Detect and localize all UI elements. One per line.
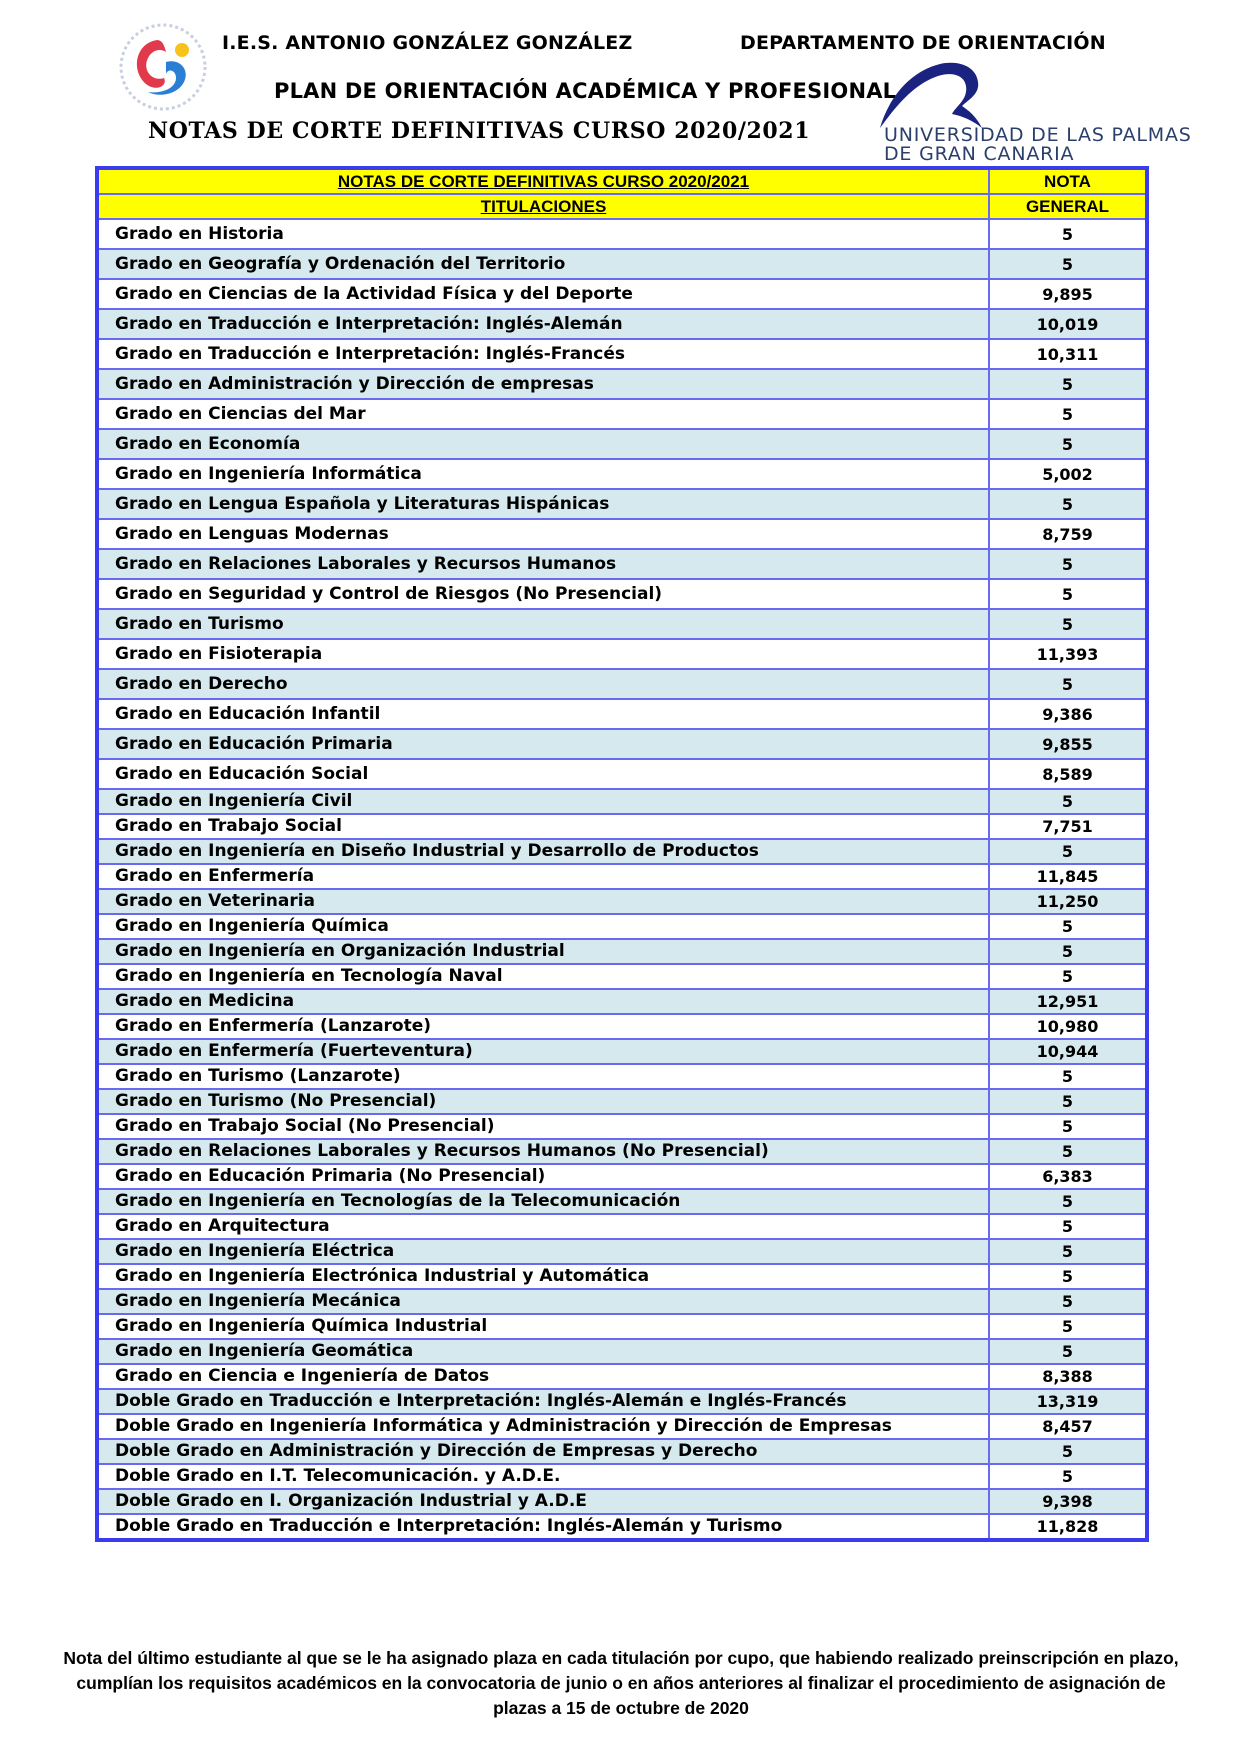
cutoff-grade-cell: 5 — [989, 249, 1147, 279]
cutoff-grade-cell: 5 — [989, 669, 1147, 699]
table-row — [97, 579, 1147, 609]
table-row — [97, 1164, 1147, 1189]
table-row — [97, 759, 1147, 789]
table-row — [97, 1089, 1147, 1114]
cutoff-grade-cell: 10,944 — [989, 1039, 1147, 1064]
cutoff-grade-cell: 5 — [989, 399, 1147, 429]
table-row — [97, 459, 1147, 489]
university-emblem-icon — [878, 60, 998, 130]
degree-name-cell: Grado en Ingeniería en Diseño Industrial y Desarrollo de Productos — [97, 839, 989, 864]
degree-name-cell: Grado en Enfermería (Lanzarote) — [97, 1014, 989, 1039]
cutoff-grade-cell: 11,828 — [989, 1514, 1147, 1540]
cutoff-grade-cell: 6,383 — [989, 1164, 1147, 1189]
table-title-cell: NOTAS DE CORTE DEFINITIVAS CURSO 2020/2021 — [97, 168, 989, 194]
table-row — [97, 1514, 1147, 1540]
degree-name-cell: Grado en Ingeniería en Tecnologías de la Telecomunicación — [97, 1189, 989, 1214]
degree-name-cell: Grado en Relaciones Laborales y Recursos Humanos — [97, 549, 989, 579]
table-row — [97, 429, 1147, 459]
cutoff-grade-cell: 5 — [989, 1189, 1147, 1214]
table-row — [97, 1489, 1147, 1514]
degree-name-cell: Grado en Turismo (Lanzarote) — [97, 1064, 989, 1089]
table-row — [97, 1264, 1147, 1289]
degree-name-cell: Doble Grado en Traducción e Interpretación: Inglés-Alemán y Turismo — [97, 1514, 989, 1540]
degree-name-cell: Grado en Trabajo Social (No Presencial) — [97, 1114, 989, 1139]
cutoff-grade-cell: 11,845 — [989, 864, 1147, 889]
table-row — [97, 399, 1147, 429]
table-row — [97, 1314, 1147, 1339]
degree-name-cell: Grado en Traducción e Interpretación: Inglés-Alemán — [97, 309, 989, 339]
cutoff-grade-cell: 5 — [989, 789, 1147, 814]
plan-title: PLAN DE ORIENTACIÓN ACADÉMICA Y PROFESIONAL — [274, 79, 897, 103]
degree-name-cell: Grado en Administración y Dirección de empresas — [97, 369, 989, 399]
degree-name-cell: Grado en Ingeniería en Organización Industrial — [97, 939, 989, 964]
cutoff-grade-cell: 5 — [989, 1089, 1147, 1114]
table-row — [97, 609, 1147, 639]
degree-name-cell: Grado en Ingeniería Electrónica Industrial y Automática — [97, 1264, 989, 1289]
cutoff-grade-cell: 5 — [989, 964, 1147, 989]
school-name: I.E.S. ANTONIO GONZÁLEZ GONZÁLEZ — [222, 32, 633, 54]
table-row — [97, 1464, 1147, 1489]
degree-name-cell: Grado en Historia — [97, 219, 989, 249]
degree-name-cell: Grado en Ingeniería Mecánica — [97, 1289, 989, 1314]
table-row — [97, 549, 1147, 579]
page-title: NOTAS DE CORTE DEFINITIVAS CURSO 2020/2021 — [148, 118, 811, 144]
cutoff-grade-cell: 11,250 — [989, 889, 1147, 914]
degree-name-cell: Grado en Geografía y Ordenación del Territorio — [97, 249, 989, 279]
cutoff-grade-cell: 12,951 — [989, 989, 1147, 1014]
degree-name-cell: Grado en Trabajo Social — [97, 814, 989, 839]
cutoff-grade-cell: 5 — [989, 1464, 1147, 1489]
cutoff-grade-cell: 8,388 — [989, 1364, 1147, 1389]
table-row — [97, 369, 1147, 399]
degree-name-cell: Grado en Ingeniería Geomática — [97, 1339, 989, 1364]
table-row — [97, 489, 1147, 519]
table-row — [97, 1139, 1147, 1164]
table-row — [97, 249, 1147, 279]
degree-name-cell: Grado en Relaciones Laborales y Recursos Humanos (No Presencial) — [97, 1139, 989, 1164]
degree-name-cell: Grado en Turismo (No Presencial) — [97, 1089, 989, 1114]
cutoff-grade-cell: 5 — [989, 939, 1147, 964]
degree-name-cell: Doble Grado en I.T. Telecomunicación. y A.D.E. — [97, 1464, 989, 1489]
degree-name-cell: Grado en Lenguas Modernas — [97, 519, 989, 549]
cutoff-grade-cell: 5 — [989, 549, 1147, 579]
table-row — [97, 1014, 1147, 1039]
cutoff-grade-cell: 5 — [989, 1264, 1147, 1289]
cutoff-grade-cell: 5 — [989, 579, 1147, 609]
general-header-cell: GENERAL — [989, 194, 1147, 219]
table-row — [97, 914, 1147, 939]
nota-header-cell: NOTA — [989, 168, 1147, 194]
table-row — [97, 889, 1147, 914]
cutoff-grade-cell: 5 — [989, 1239, 1147, 1264]
table-row — [97, 1364, 1147, 1389]
degree-name-cell: Grado en Traducción e Interpretación: Inglés-Francés — [97, 339, 989, 369]
department-name: DEPARTAMENTO DE ORIENTACIÓN — [740, 32, 1106, 54]
table-row — [97, 339, 1147, 369]
table-row — [97, 1289, 1147, 1314]
cutoff-grade-cell: 5 — [989, 914, 1147, 939]
cutoff-grades-table — [95, 166, 1149, 1542]
cutoff-grade-cell: 5 — [989, 1439, 1147, 1464]
cutoff-grade-cell: 10,019 — [989, 309, 1147, 339]
cutoff-grade-cell: 9,895 — [989, 279, 1147, 309]
degree-name-cell: Grado en Economía — [97, 429, 989, 459]
cutoff-grade-cell: 5 — [989, 839, 1147, 864]
cutoff-grade-cell: 9,855 — [989, 729, 1147, 759]
degree-name-cell: Doble Grado en Ingeniería Informática y Administración y Dirección de Empresas — [97, 1414, 989, 1439]
cutoff-grade-cell: 5 — [989, 1289, 1147, 1314]
table-row — [97, 1039, 1147, 1064]
degree-name-cell: Grado en Ingeniería en Tecnología Naval — [97, 964, 989, 989]
degree-name-cell: Grado en Educación Social — [97, 759, 989, 789]
document-header — [0, 0, 1242, 165]
degree-name-cell: Doble Grado en Traducción e Interpretación: Inglés-Alemán e Inglés-Francés — [97, 1389, 989, 1414]
table-row — [97, 309, 1147, 339]
cutoff-grade-cell: 10,311 — [989, 339, 1147, 369]
degree-name-cell: Grado en Enfermería — [97, 864, 989, 889]
degree-name-cell: Grado en Veterinaria — [97, 889, 989, 914]
cutoff-grade-cell: 5 — [989, 429, 1147, 459]
degree-name-cell: Grado en Educación Primaria — [97, 729, 989, 759]
degree-name-cell: Grado en Derecho — [97, 669, 989, 699]
table-row — [97, 279, 1147, 309]
table-row — [97, 864, 1147, 889]
degree-name-cell: Grado en Fisioterapia — [97, 639, 989, 669]
degree-name-cell: Grado en Seguridad y Control de Riesgos (No Presencial) — [97, 579, 989, 609]
cutoff-grade-cell: 5,002 — [989, 459, 1147, 489]
table-row — [97, 964, 1147, 989]
degree-name-cell: Doble Grado en I. Organización Industrial y A.D.E — [97, 1489, 989, 1514]
cutoff-grades-table-container — [95, 166, 1145, 1542]
degree-name-cell: Grado en Educación Primaria (No Presencial) — [97, 1164, 989, 1189]
degree-name-cell: Grado en Educación Infantil — [97, 699, 989, 729]
table-row — [97, 1214, 1147, 1239]
table-row — [97, 519, 1147, 549]
cutoff-grade-cell: 8,759 — [989, 519, 1147, 549]
table-row — [97, 839, 1147, 864]
table-row — [97, 1389, 1147, 1414]
cutoff-grade-cell: 5 — [989, 369, 1147, 399]
degree-name-cell: Grado en Ciencias de la Actividad Física y del Deporte — [97, 279, 989, 309]
cutoff-grade-cell: 5 — [989, 219, 1147, 249]
cutoff-grade-cell: 11,393 — [989, 639, 1147, 669]
degree-name-cell: Grado en Lengua Española y Literaturas Hispánicas — [97, 489, 989, 519]
cutoff-grade-cell: 7,751 — [989, 814, 1147, 839]
table-row — [97, 1439, 1147, 1464]
table-row — [97, 939, 1147, 964]
school-logo-icon — [118, 22, 208, 112]
table-row — [97, 639, 1147, 669]
table-row — [97, 989, 1147, 1014]
footer-note: Nota del último estudiante al que se le ha asignado plaza en cada titulación por cupo, que habiendo realizado preinscripción en plazo, cumplían los requisitos académicos en la convocatoria de junio o en años anteriores al finalizar el procedimiento de asignación de plazas a 15 de octubre de 2020 — [63, 1648, 1179, 1718]
degree-name-cell: Grado en Ingeniería Informática — [97, 459, 989, 489]
degree-name-cell: Grado en Arquitectura — [97, 1214, 989, 1239]
degree-name-cell: Grado en Medicina — [97, 989, 989, 1014]
cutoff-grade-cell: 5 — [989, 1214, 1147, 1239]
table-row — [97, 1339, 1147, 1364]
table-row — [97, 729, 1147, 759]
cutoff-grade-cell: 5 — [989, 1139, 1147, 1164]
degree-name-cell: Grado en Ingeniería Eléctrica — [97, 1239, 989, 1264]
degree-name-cell: Grado en Turismo — [97, 609, 989, 639]
table-row — [97, 1189, 1147, 1214]
table-header-row-2 — [97, 194, 1147, 219]
cutoff-grade-cell: 13,319 — [989, 1389, 1147, 1414]
table-row — [97, 789, 1147, 814]
degree-name-cell: Grado en Ingeniería Química Industrial — [97, 1314, 989, 1339]
degree-name-cell: Grado en Ciencias del Mar — [97, 399, 989, 429]
cutoff-grade-cell: 5 — [989, 1114, 1147, 1139]
university-logo — [866, 60, 1206, 165]
cutoff-grade-cell: 5 — [989, 489, 1147, 519]
titulaciones-header-cell: TITULACIONES — [97, 194, 989, 219]
cutoff-grade-cell: 10,980 — [989, 1014, 1147, 1039]
table-row — [97, 1114, 1147, 1139]
degree-name-cell: Grado en Ingeniería Química — [97, 914, 989, 939]
cutoff-grade-cell: 9,398 — [989, 1489, 1147, 1514]
table-row — [97, 699, 1147, 729]
table-row — [97, 1239, 1147, 1264]
table-header-row-1 — [97, 168, 1147, 194]
table-row — [97, 814, 1147, 839]
cutoff-grade-cell: 9,386 — [989, 699, 1147, 729]
cutoff-grade-cell: 8,457 — [989, 1414, 1147, 1439]
cutoff-grade-cell: 5 — [989, 609, 1147, 639]
table-row — [97, 1414, 1147, 1439]
cutoff-grade-cell: 5 — [989, 1064, 1147, 1089]
degree-name-cell: Doble Grado en Administración y Dirección de Empresas y Derecho — [97, 1439, 989, 1464]
table-row — [97, 1064, 1147, 1089]
university-name-line2: DE GRAN CANARIA — [884, 143, 1075, 165]
table-row — [97, 219, 1147, 249]
degree-name-cell: Grado en Ingeniería Civil — [97, 789, 989, 814]
table-row — [97, 669, 1147, 699]
degree-name-cell: Grado en Ciencia e Ingeniería de Datos — [97, 1364, 989, 1389]
cutoff-grade-cell: 5 — [989, 1339, 1147, 1364]
cutoff-grade-cell: 5 — [989, 1314, 1147, 1339]
university-name-line1: UNIVERSIDAD DE LAS PALMAS — [884, 124, 1192, 146]
cutoff-grade-cell: 8,589 — [989, 759, 1147, 789]
degree-name-cell: Grado en Enfermería (Fuerteventura) — [97, 1039, 989, 1064]
